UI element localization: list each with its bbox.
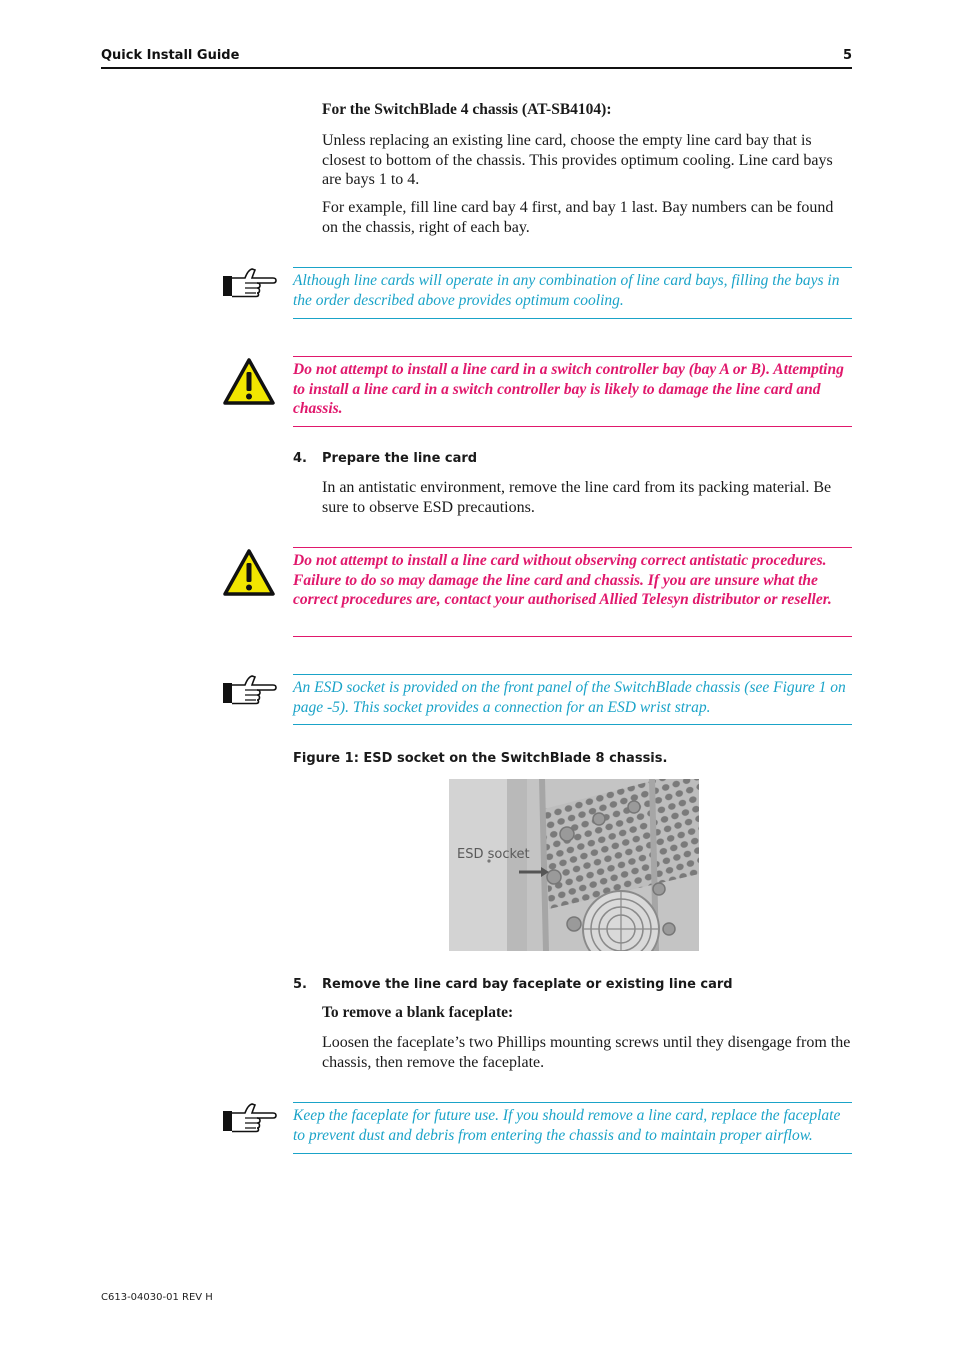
paragraph-bay-choice: Unless replacing an existing line card, choose the empty line card bay that is closest to bottom of the chassis. This provides optimum cooling. Line card bays are bays 1 to 4. — [322, 132, 833, 188]
step-title-remove: Remove the line card bay faceplate or existing line card — [322, 977, 733, 992]
warning-rule-top — [293, 356, 852, 357]
warning-controller-bay: Do not attempt to install a line card in a switch controller bay (bay A or B). Attempting to install a line card in a switch controller bay is likely to damage the line card and chassis. — [293, 361, 844, 417]
section-heading: For the SwitchBlade 4 chassis (AT-SB4104): — [322, 101, 612, 118]
page-number: 5 — [842, 48, 852, 63]
warning-rule-bottom — [293, 636, 852, 637]
document-code-footer: C613-04030-01 REV H — [101, 1292, 213, 1303]
step-number-5: 5. — [293, 977, 307, 992]
warning-rule-top — [293, 547, 852, 548]
note-rule-bottom — [293, 724, 852, 725]
step-title-prepare: Prepare the line card — [322, 451, 478, 466]
esd-socket-figure — [449, 779, 699, 951]
note-rule-bottom — [293, 318, 852, 319]
paragraph-bay-order: For example, fill line card bay 4 first, and bay 1 last. Bay numbers can be found on the chassis, right of each bay. — [322, 199, 834, 236]
note-cooling: Although line cards will operate in any combination of line card bays, filling the bays in the order described above provides optimum cooling. — [293, 272, 840, 309]
sub-heading-faceplate: To remove a blank faceplate: — [322, 1004, 514, 1021]
pointing-hand-icon — [221, 1101, 277, 1140]
note-esd-socket: An ESD socket is provided on the front panel of the SwitchBlade chassis (see Figure 1 on page -5). This socket provides a connection for an ESD wrist strap. — [293, 679, 846, 716]
paragraph-antistatic: In an antistatic environment, remove the line card from its packing material. Be sure to observe ESD precautions. — [322, 479, 832, 516]
warning-antistatic: Do not attempt to install a line card without observing correct antistatic procedures. Failure to do so may damage the line card and chassis. If you are unsure what the correct procedures are, contact your authorised Allied Telesyn distributor or reseller. — [293, 552, 832, 608]
warning-triangle-icon — [223, 358, 275, 411]
paragraph-loosen-screws: Loosen the faceplate’s two Phillips mounting screws until they disengage from the chassis, then remove the faceplate. — [322, 1034, 851, 1071]
warning-rule-bottom — [293, 426, 852, 427]
note-rule-top — [293, 674, 852, 675]
esd-socket-label: ESD socket — [457, 847, 530, 862]
pointing-hand-icon — [221, 673, 277, 712]
note-rule-bottom — [293, 1153, 852, 1154]
note-rule-top — [293, 267, 852, 268]
note-keep-faceplate: Keep the faceplate for future use. If you should remove a line card, replace the faceplate to prevent dust and debris from entering the chassis and to maintain proper airflow. — [293, 1107, 841, 1144]
figure-caption: Figure 1: ESD socket on the SwitchBlade 8 chassis. — [293, 751, 668, 766]
note-rule-top — [293, 1102, 852, 1103]
running-header-title: Quick Install Guide — [101, 48, 240, 63]
pointing-hand-icon — [221, 266, 277, 305]
warning-triangle-icon — [223, 549, 275, 602]
step-number-4: 4. — [293, 451, 307, 466]
header-rule — [101, 67, 852, 69]
